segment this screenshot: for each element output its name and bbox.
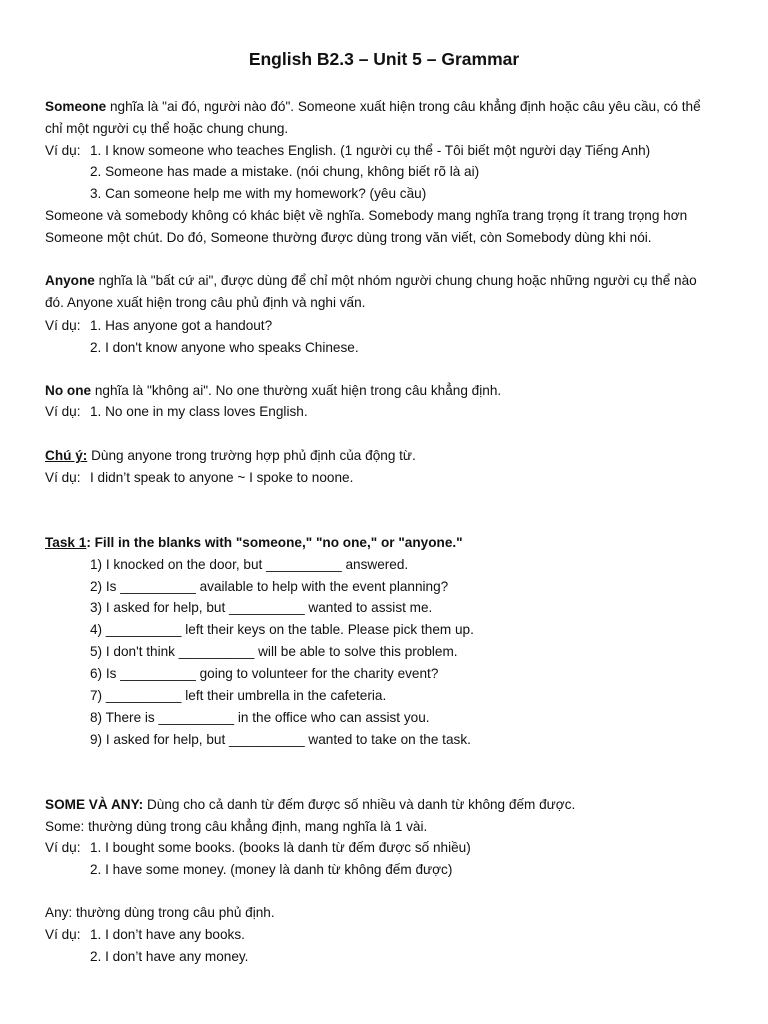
anyone-example-2: 2. I don't know anyone who speaks Chinese. [90, 340, 359, 355]
note-label: Chú ý: [45, 448, 88, 463]
task1-heading [45, 533, 463, 553]
example-label: Ví dụ: [45, 404, 81, 419]
some-example-1-text: 1. I bought some books. (books là danh từ đếm được số nhiều) [90, 840, 471, 855]
example-label: Ví dụ: [45, 840, 81, 855]
note-example [45, 468, 353, 488]
any-example-1-text: 1. I don’t have any books. [90, 927, 245, 942]
noone-term: No one [45, 383, 92, 398]
noone-definition-line [45, 381, 501, 401]
someone-term: Someone [45, 99, 107, 114]
any-usage-line: Any: thường dùng trong câu phủ định. [45, 905, 275, 920]
task1-item: 7) __________ left their umbrella in the cafeteria. [90, 688, 387, 703]
some-example-2: 2. I have some money. (money là danh từ không đếm được) [90, 862, 453, 877]
example-label: Ví dụ: [45, 318, 81, 333]
someone-note-line-2: Someone một chút. Do đó, Someone thường được dùng trong văn viết, còn Somebody dùng khi nói. [45, 230, 652, 245]
example-label: Ví dụ: [45, 470, 81, 485]
noone-definition-text: nghĩa là "không ai". No one thường xuất hiện trong câu khẳng định. [91, 383, 502, 398]
any-example-1 [45, 925, 245, 945]
someone-example-1-text: 1. I know someone who teaches English. (1 người cụ thể - Tôi biết một người dạy Tiếng Anh) [90, 143, 651, 158]
anyone-example-1-text: 1. Has anyone got a handout? [90, 318, 273, 333]
some-any-heading-label: SOME VÀ ANY: [45, 797, 144, 812]
noone-example-1 [45, 402, 308, 422]
task1-instruction: : Fill in the blanks with "someone," "no one," or "anyone." [86, 535, 463, 550]
noone-example-1-text: 1. No one in my class loves English. [90, 404, 308, 419]
note-text: Dùng anyone trong trường hợp phủ định của động từ. [87, 448, 416, 463]
task1-item: 2) Is __________ available to help with the event planning? [90, 579, 449, 594]
anyone-example-1 [45, 316, 272, 336]
any-example-2: 2. I don’t have any money. [90, 949, 249, 964]
someone-example-2: 2. Someone has made a mistake. (nói chung, không biết rõ là ai) [90, 164, 480, 179]
task1-item: 3) I asked for help, but __________ wanted to assist me. [90, 600, 433, 615]
task1-item: 9) I asked for help, but __________ wanted to take on the task. [90, 732, 471, 747]
someone-note-line-1: Someone và somebody không có khác biệt về nghĩa. Somebody mang nghĩa trang trọng ít trang trọng hơn [45, 208, 688, 223]
task1-item: 4) __________ left their keys on the table. Please pick them up. [90, 622, 474, 637]
task1-item: 6) Is __________ going to volunteer for the charity event? [90, 666, 439, 681]
someone-example-1 [45, 141, 650, 161]
some-example-1 [45, 838, 471, 858]
anyone-definition-line-2: đó. Anyone xuất hiện trong câu phủ định và nghi vấn. [45, 295, 366, 310]
someone-example-3: 3. Can someone help me with my homework? (yêu cầu) [90, 186, 427, 201]
example-label: Ví dụ: [45, 927, 81, 942]
someone-definition-line-1 [45, 97, 701, 117]
some-any-heading-text: Dùng cho cả danh từ đếm được số nhiều và danh từ không đếm được. [143, 797, 576, 812]
task1-label: Task 1 [45, 535, 87, 550]
page-title: English B2.3 – Unit 5 – Grammar [248, 49, 520, 69]
some-any-heading [45, 795, 575, 815]
note-line [45, 446, 416, 466]
anyone-term: Anyone [45, 273, 95, 288]
some-usage-line: Some: thường dùng trong câu khẳng định, mang nghĩa là 1 vài. [45, 819, 428, 834]
task1-item: 5) I don't think __________ will be able to solve this problem. [90, 644, 458, 659]
anyone-definition-line-1 [45, 271, 697, 291]
someone-definition-line-2: chỉ một người cụ thể hoặc chung chung. [45, 121, 289, 136]
anyone-definition-text: nghĩa là "bất cứ ai", được dùng để chỉ một nhóm người chung chung hoặc những người cụ thể nào [94, 273, 697, 288]
example-label: Ví dụ: [45, 143, 81, 158]
task1-item: 1) I knocked on the door, but __________ answered. [90, 557, 409, 572]
someone-definition-text: nghĩa là "ai đó, người nào đó". Someone xuất hiện trong câu khẳng định hoặc câu yêu cầu, có thể [106, 99, 701, 114]
note-example-text: I didn’t speak to anyone ~ I spoke to noone. [90, 470, 354, 485]
task1-item: 8) There is __________ in the office who can assist you. [90, 710, 430, 725]
